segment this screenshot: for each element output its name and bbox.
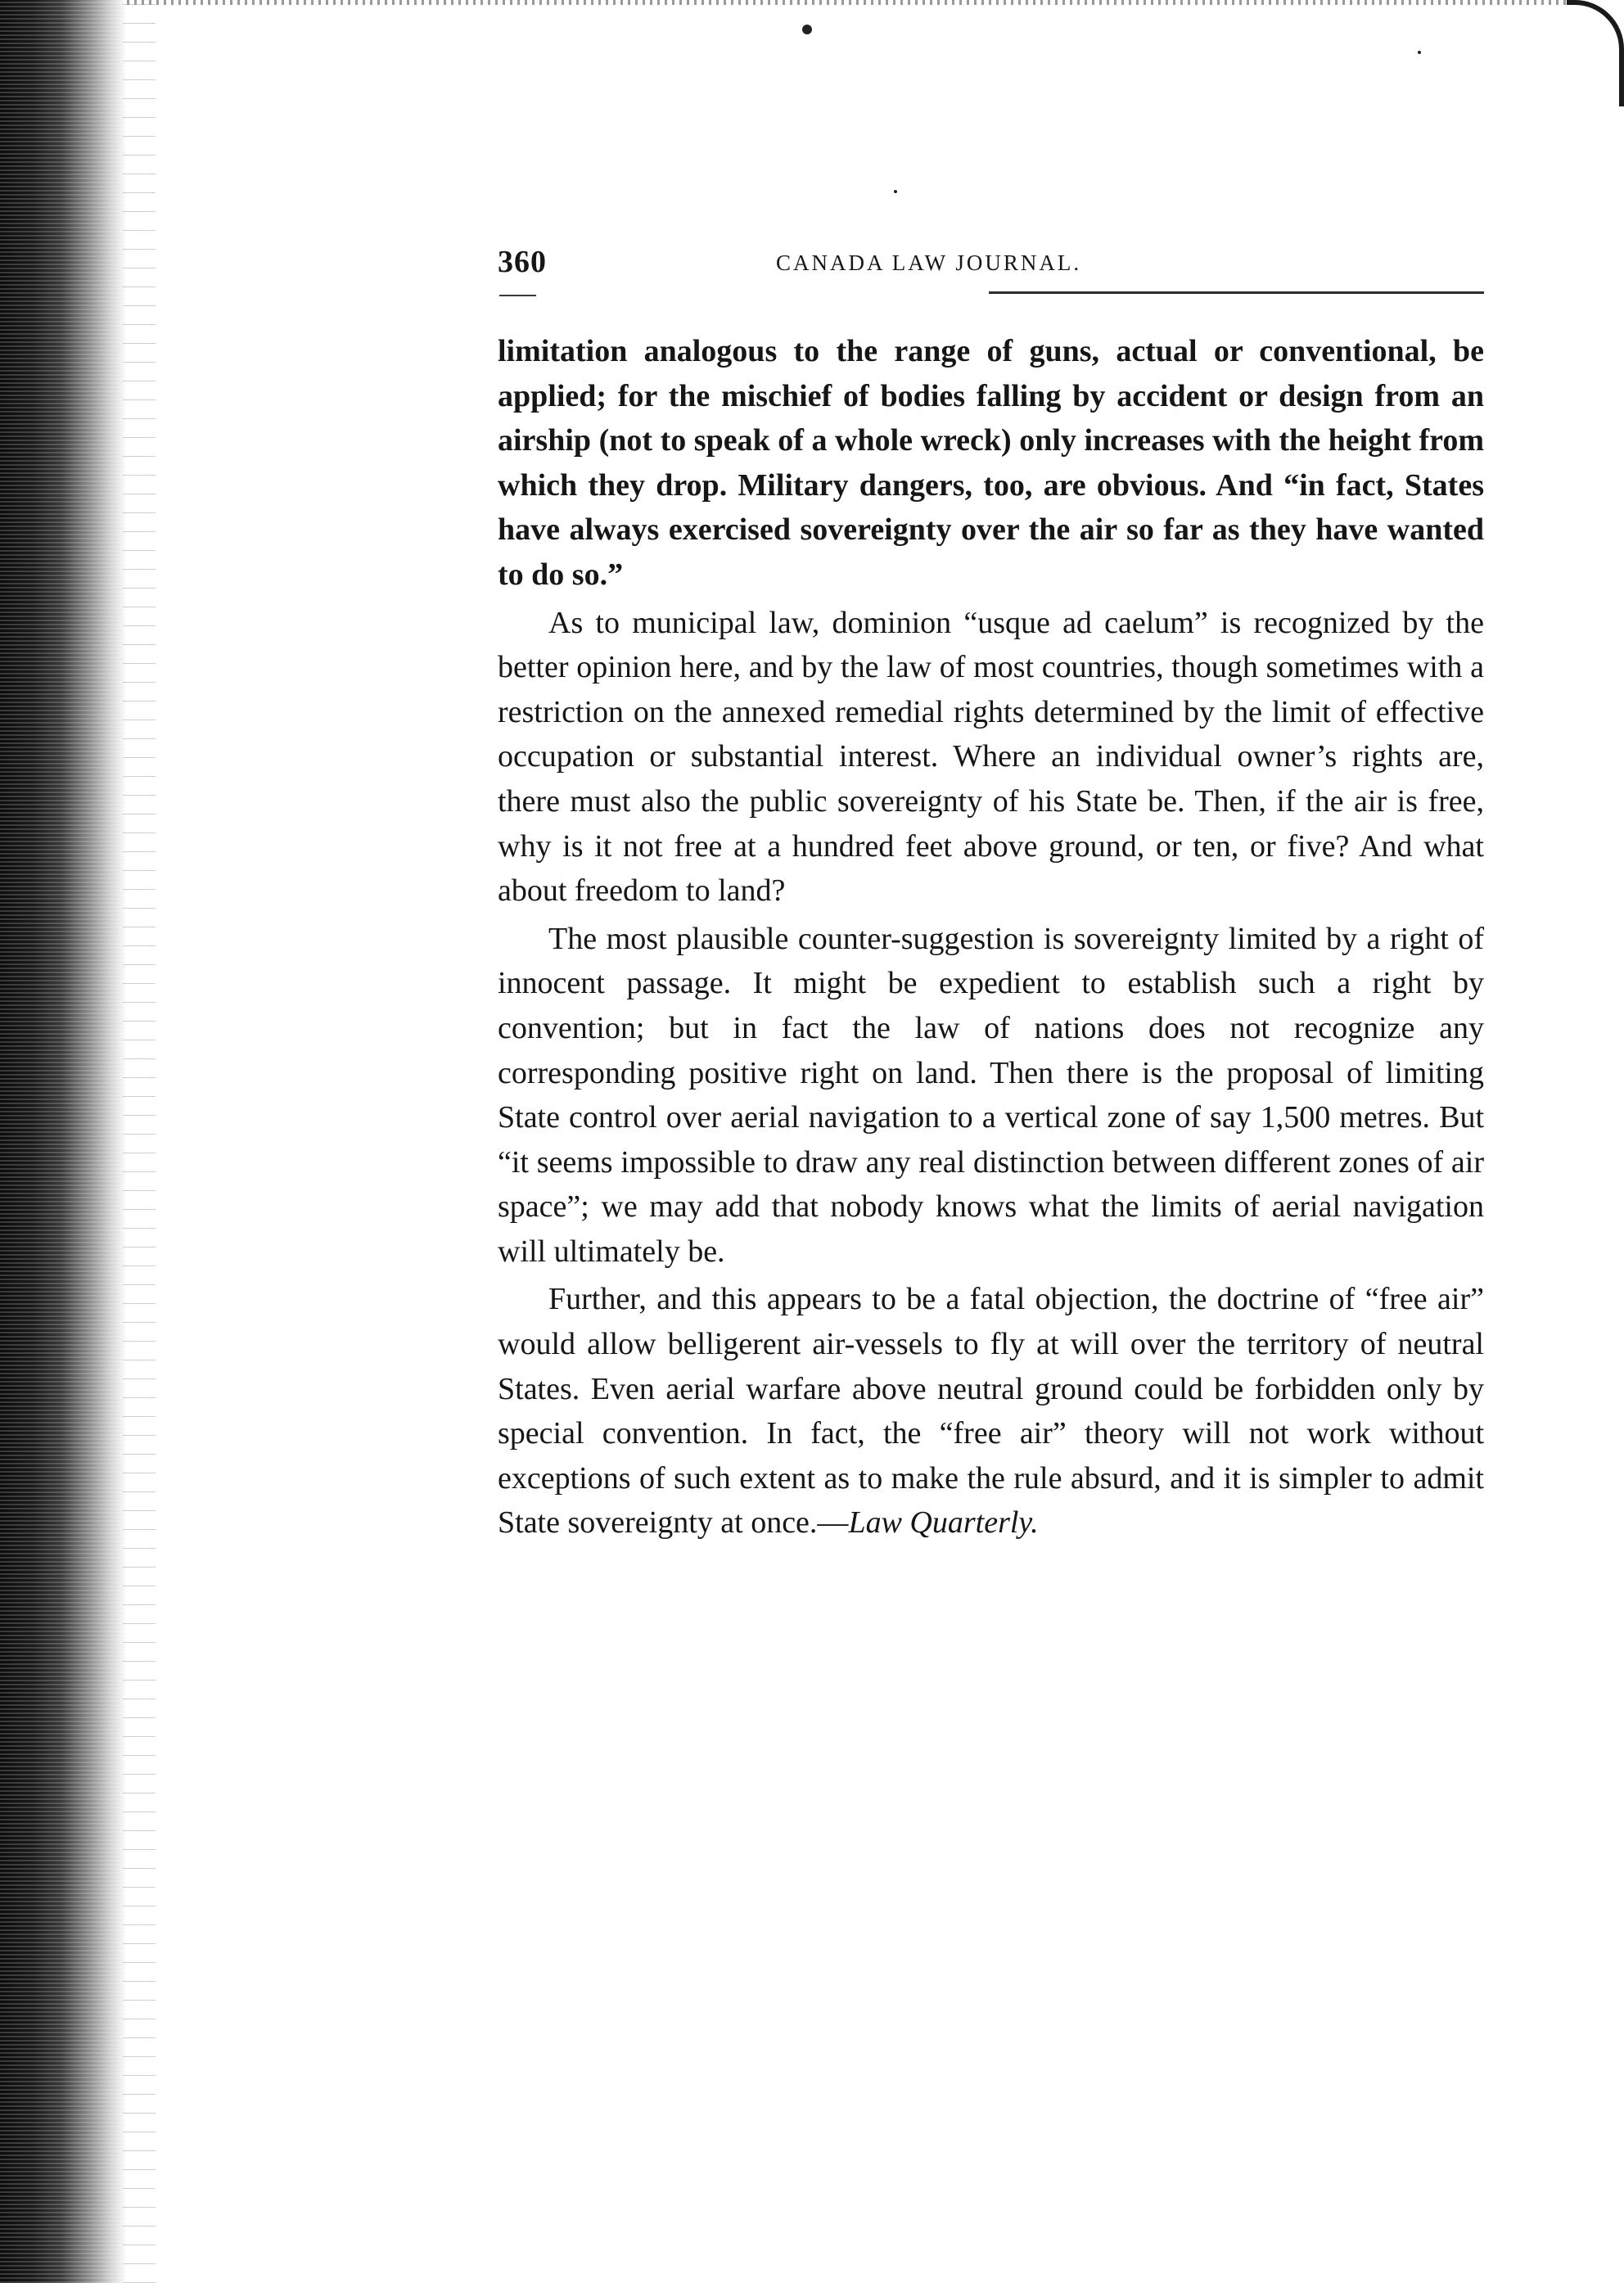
article-body — [498, 329, 1484, 1545]
header-rule-right — [989, 291, 1484, 294]
running-head: CANADA LAW JOURNAL. — [776, 250, 1082, 275]
page-header — [498, 244, 1484, 293]
scan-top-edge — [127, 0, 1568, 5]
page-number: 360 — [498, 245, 547, 279]
paragraph: The most plausible counter-suggestion is sovereignty limited by a right of innocent passage. It might be expedient to establish such a right by convention; but in fact the law of nations does not recognize any corresponding positive right on land. Then there is the proposal of limiting State control over aerial navigation to a vertical zone of say 1,500 metres. But “it seems impossible to draw any real distinction between different zones of air space”; we may add that nobody knows what the limits of aerial navigation will ultimately be. — [498, 921, 1484, 1269]
header-rule-left — [499, 295, 536, 296]
scan-binding-noise — [123, 0, 156, 2283]
scan-speck — [802, 25, 812, 34]
scan-binding-edge — [0, 0, 127, 2283]
scan-speck — [894, 190, 897, 193]
page-corner — [1567, 0, 1624, 106]
paragraph: limitation analogous to the range of guns, actual or conventional, be applied; for the mischief of bodies falling by accident or design from an airship (not to speak of a whole wreck) only increases with the height from which they drop. Military dangers, too, are obvious. And “in fact, States have always exercised sovereignty over the air so far as they have wanted to do so.” — [498, 334, 1484, 592]
paragraph-with-source — [498, 1277, 1484, 1545]
scan-speck — [1418, 51, 1421, 54]
paragraph: Further, and this appears to be a fatal objection, the doctrine of “free air” would allow belligerent air-vessels to fly at will over the territory of neutral States. Even aerial warfare above neutral ground could be forbidden only by special convention. In fact, the “free air” theory will not work without exceptions of such extent as to make the rule absurd, and it is simpler to admit State sovereignty at once.— — [498, 1282, 1484, 1541]
paragraph: As to municipal law, dominion “usque ad caelum” is recognized by the better opinion here, and by the law of most countries, though sometimes with a restriction on the annexed remedial rights determined by the limit of effective occupation or substantial interest. Where an individual owner’s rights are, there must also the public sovereignty of his State be. Then, if the air is free, why is it not free at a hundred feet above ground, or ten, or five? And what about freedom to land? — [498, 605, 1484, 909]
source-citation: Law Quarterly. — [848, 1505, 1039, 1541]
